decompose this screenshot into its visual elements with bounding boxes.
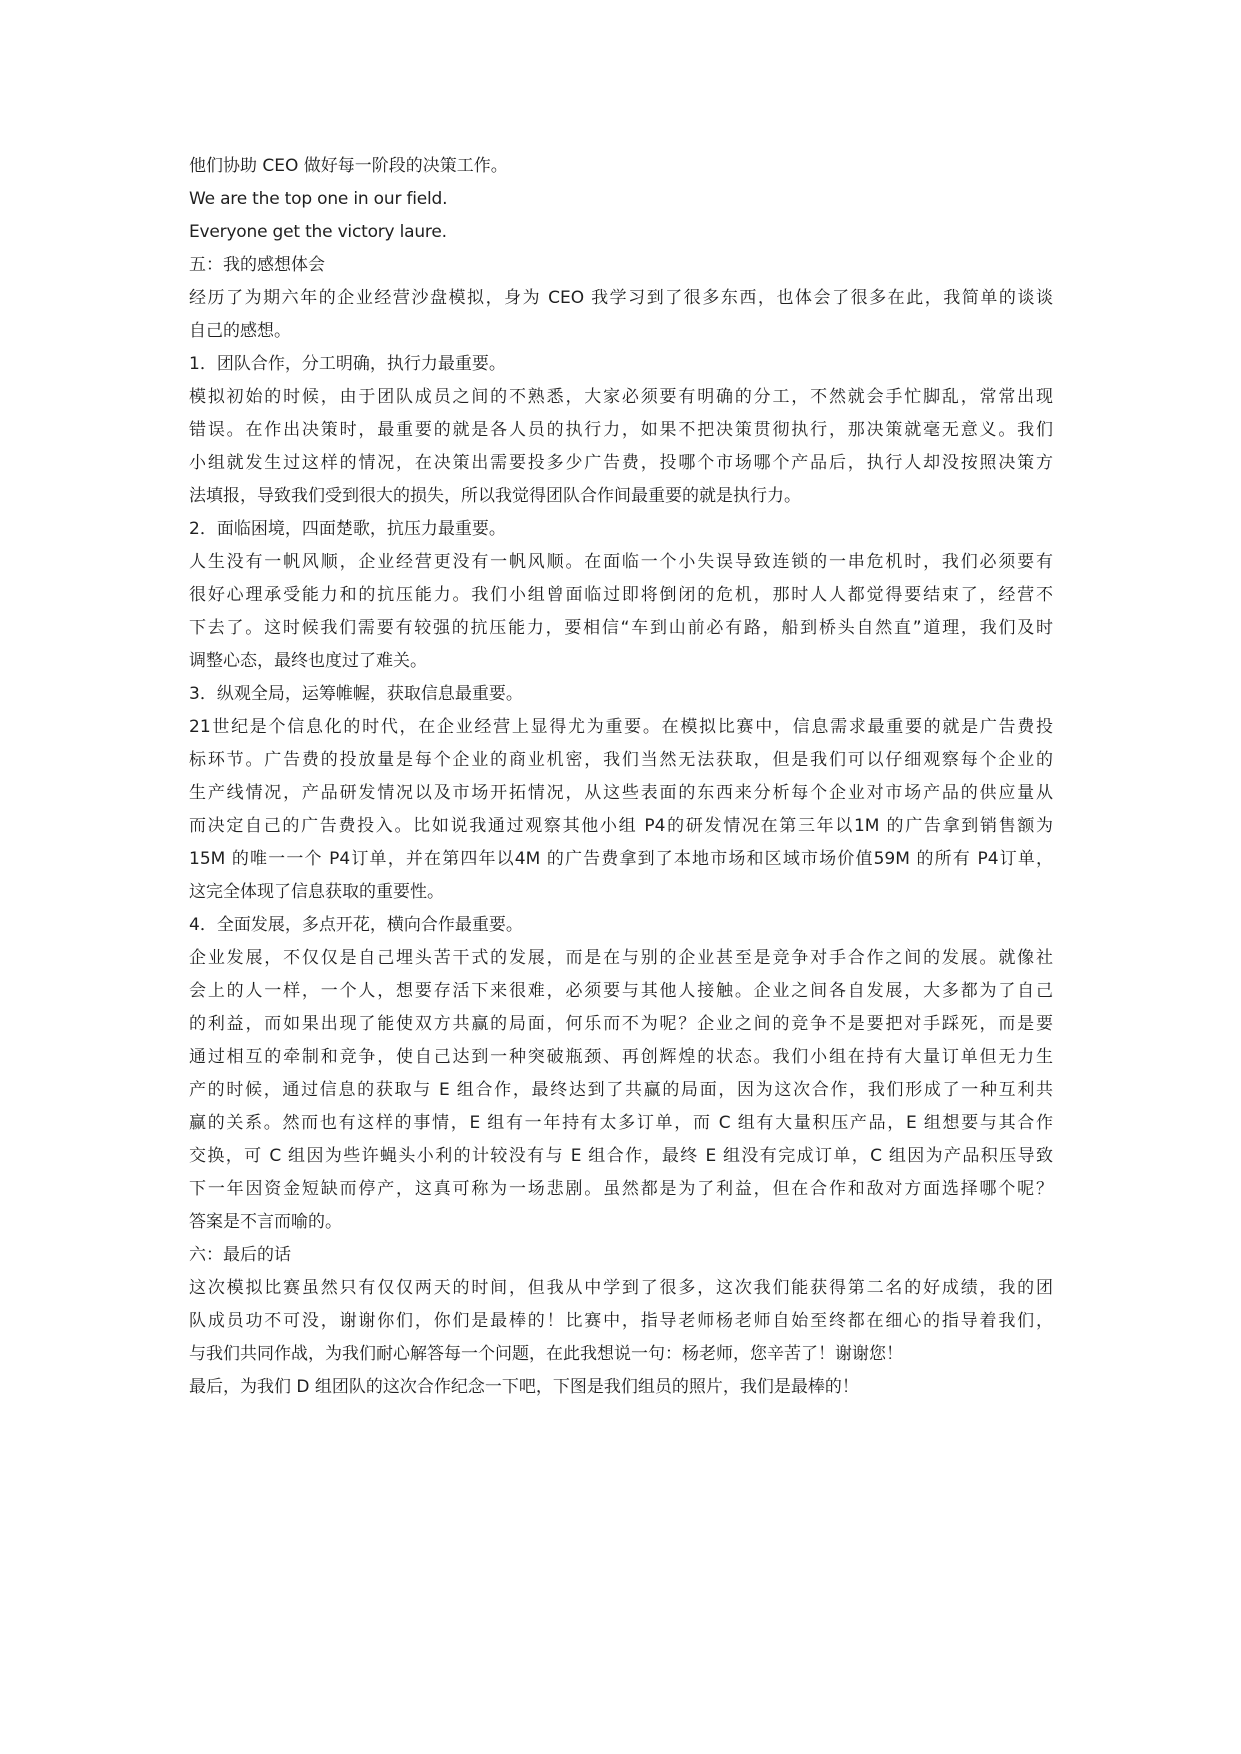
- text-line: 答案是不言而喻的。: [189, 1212, 342, 1232]
- text-line: 最后，为我们 D 组团队的这次合作纪念一下吧，下图是我们组员的照片，我们是最棒的！: [189, 1377, 859, 1397]
- text-line: 21世纪是个信息化的时代，在企业经营上显得尤为重要。在模拟比赛中，信息需求最重要的就是广告费投: [189, 717, 1053, 737]
- document-page: [189, 150, 1053, 1404]
- text-line: 经历了为期六年的企业经营沙盘模拟，身为 CEO 我学习到了很多东西，也体会了很多在此，我简单的谈谈: [189, 288, 1053, 308]
- text-line: 人生没有一帆风顺，企业经营更没有一帆风顺。在面临一个小失误导致连锁的一串危机时，我们必须要有: [189, 552, 1053, 572]
- text-line: 法填报，导致我们受到很大的损失，所以我觉得团队合作间最重要的就是执行力。: [189, 486, 801, 506]
- text-line: 模拟初始的时候，由于团队成员之间的不熟悉，大家必须要有明确的分工，不然就会手忙脚乱，常常出现: [189, 387, 1053, 407]
- text-line: 15M 的唯一一个 P4订单，并在第四年以4M 的广告费拿到了本地市场和区域市场价值59M 的所有 P4订单，: [189, 849, 1053, 869]
- text-line: 赢的关系。然而也有这样的事情，E 组有一年持有太多订单，而 C 组有大量积压产品，E 组想要与其合作: [189, 1113, 1053, 1133]
- text-line: 自己的感想。: [189, 321, 291, 341]
- text-line: 产的时候，通过信息的获取与 E 组合作，最终达到了共赢的局面，因为这次合作，我们形成了一种互利共: [189, 1080, 1053, 1100]
- text-line: We are the top one in our field.: [189, 189, 448, 209]
- text-line: 这次模拟比赛虽然只有仅仅两天的时间，但我从中学到了很多，这次我们能获得第二名的好成绩，我的团: [189, 1278, 1053, 1298]
- section-heading: 1．团队合作，分工明确，执行力最重要。: [189, 354, 506, 374]
- text-line: 会上的人一样，一个人，想要存活下来很难，必须要与其他人接触。企业之间各自发展，大多都为了自己: [189, 981, 1053, 1001]
- text-line: 调整心态，最终也度过了难关。: [189, 651, 427, 671]
- section-heading: 五：我的感想体会: [189, 255, 325, 275]
- text-line: 他们协助 CEO 做好每一阶段的决策工作。: [189, 156, 508, 176]
- text-line: 生产线情况，产品研发情况以及市场开拓情况，从这些表面的东西来分析每个企业对市场产品的供应量从: [189, 783, 1053, 803]
- text-line: 交换，可 C 组因为些许蝇头小利的计较没有与 E 组合作，最终 E 组没有完成订单，C 组因为产品积压导致: [189, 1146, 1053, 1166]
- text-line: Everyone get the victory laure.: [189, 222, 447, 242]
- text-line: 下一年因资金短缺而停产，这真可称为一场悲剧。虽然都是为了利益，但在合作和敌对方面选择哪个呢？: [189, 1179, 1053, 1199]
- text-line: 的利益，而如果出现了能使双方共赢的局面，何乐而不为呢？企业之间的竞争不是要把对手踩死，而是要: [189, 1014, 1053, 1034]
- text-line: 很好心理承受能力和的抗压能力。我们小组曾面临过即将倒闭的危机，那时人人都觉得要结束了，经营不: [189, 585, 1053, 605]
- section-heading: 4．全面发展，多点开花，横向合作最重要。: [189, 915, 523, 935]
- section-heading: 六：最后的话: [189, 1245, 291, 1265]
- text-line: 错误。在作出决策时，最重要的就是各人员的执行力，如果不把决策贯彻执行，那决策就毫无意义。我们: [189, 420, 1053, 440]
- text-line: 下去了。这时候我们需要有较强的抗压能力，要相信“车到山前必有路，船到桥头自然直”道理，我们及时: [189, 618, 1053, 638]
- text-line: 这完全体现了信息获取的重要性。: [189, 882, 444, 902]
- text-line: 标环节。广告费的投放量是每个企业的商业机密，我们当然无法获取，但是我们可以仔细观察每个企业的: [189, 750, 1053, 770]
- section-heading: 3．纵观全局，运筹帷幄，获取信息最重要。: [189, 684, 523, 704]
- text-line: 与我们共同作战，为我们耐心解答每一个问题，在此我想说一句：杨老师，您辛苦了！谢谢您！: [189, 1344, 903, 1364]
- text-line: 企业发展，不仅仅是自己埋头苦干式的发展，而是在与别的企业甚至是竞争对手合作之间的发展。就像社: [189, 948, 1053, 968]
- text-line: 小组就发生过这样的情况，在决策出需要投多少广告费，投哪个市场哪个产品后，执行人却没按照决策方: [189, 453, 1053, 473]
- text-line: 而决定自己的广告费投入。比如说我通过观察其他小组 P4的研发情况在第三年以1M 的广告拿到销售额为: [189, 816, 1053, 836]
- text-line: 队成员功不可没，谢谢你们，你们是最棒的！比赛中，指导老师杨老师自始至终都在细心的指导着我们，: [189, 1311, 1053, 1331]
- text-line: 通过相互的牵制和竞争，使自己达到一种突破瓶颈、再创辉煌的状态。我们小组在持有大量订单但无力生: [189, 1047, 1053, 1067]
- section-heading: 2．面临困境，四面楚歌，抗压力最重要。: [189, 519, 506, 539]
